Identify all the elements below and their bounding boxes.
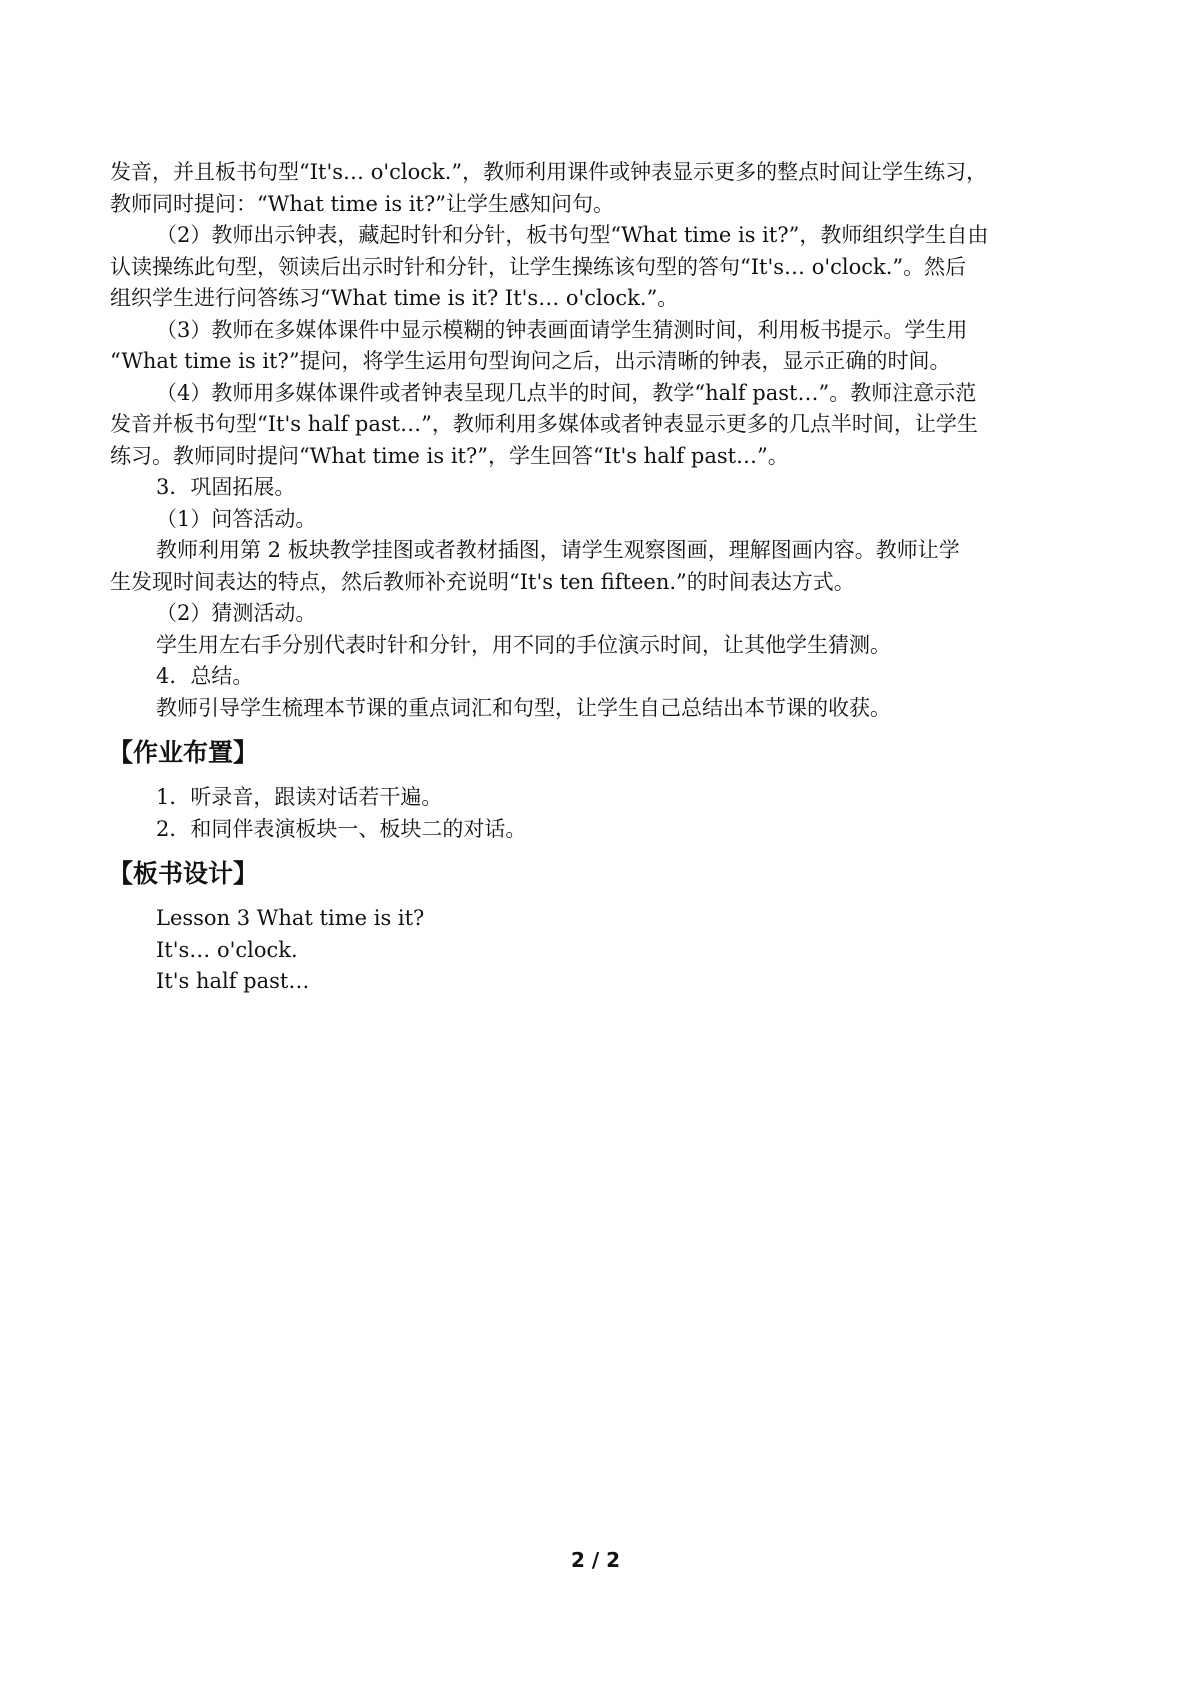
homework-item: 1．听录音，跟读对话若干遍。	[156, 785, 443, 809]
body-line: （2）教师出示钟表，藏起时针和分针，板书句型“What time is it?”，教师组织学生自由	[156, 223, 989, 247]
body-line: 教师利用第 2 板块教学挂图或者教材插图，请学生观察图画，理解图画内容。教师让学	[156, 538, 960, 562]
body-line: 发音并板书句型“It's half past…”，教师利用多媒体或者钟表显示更多的几点半时间，让学生	[110, 412, 978, 436]
body-line: 4．总结。	[156, 664, 254, 688]
board-line: It's half past…	[156, 969, 310, 993]
board-line: Lesson 3 What time is it?	[156, 906, 425, 930]
body-line: （2）猜测活动。	[156, 601, 317, 625]
body-line: （4）教师用多媒体课件或者钟表呈现几点半的时间，教学“half past…”。教师注意示范	[156, 380, 977, 405]
body-line: 发音，并且板书句型“It's… o'clock.”，教师利用课件或钟表显示更多的整点时间让学生练习，	[110, 160, 988, 184]
body-line: 学生用左右手分别代表时针和分针，用不同的手位演示时间，让其他学生猜测。	[156, 632, 891, 657]
body-line: 认读操练此句型，领读后出示时针和分针，让学生操练该句型的答句“It's… o'clock.”。然后	[110, 254, 967, 279]
homework-item: 2．和同伴表演板块一、板块二的对话。	[156, 816, 527, 841]
document-content	[110, 157, 1095, 998]
body-line: 3．巩固拓展。	[156, 475, 296, 499]
board-design-heading: 【板书设计】	[108, 859, 259, 888]
body-line: 教师同时提问：“What time is it?”让学生感知问句。	[110, 191, 614, 216]
body-line: （1）问答活动。	[156, 506, 317, 531]
body-line: 教师引导学生梳理本节课的重点词汇和句型，让学生自己总结出本节课的收获。	[156, 695, 891, 720]
body-line: 组织学生进行问答练习“What time is it? It's… o'clock.”。	[110, 286, 679, 310]
board-line: It's… o'clock.	[156, 937, 298, 962]
body-line: 生发现时间表达的特点，然后教师补充说明“It's ten fifteen.”的时间表达方式。	[110, 569, 855, 594]
page-number: 2 / 2	[570, 1548, 621, 1572]
body-line: （3）教师在多媒体课件中显示模糊的钟表画面请学生猜测时间，利用板书提示。学生用	[156, 317, 968, 342]
body-line: “What time is it?”提问，将学生运用句型询问之后，出示清晰的钟表，显示正确的时间。	[110, 349, 951, 373]
homework-heading: 【作业布置】	[108, 738, 259, 767]
body-line: 练习。教师同时提问“What time is it?”，学生回答“It's half past…”。	[110, 443, 789, 468]
